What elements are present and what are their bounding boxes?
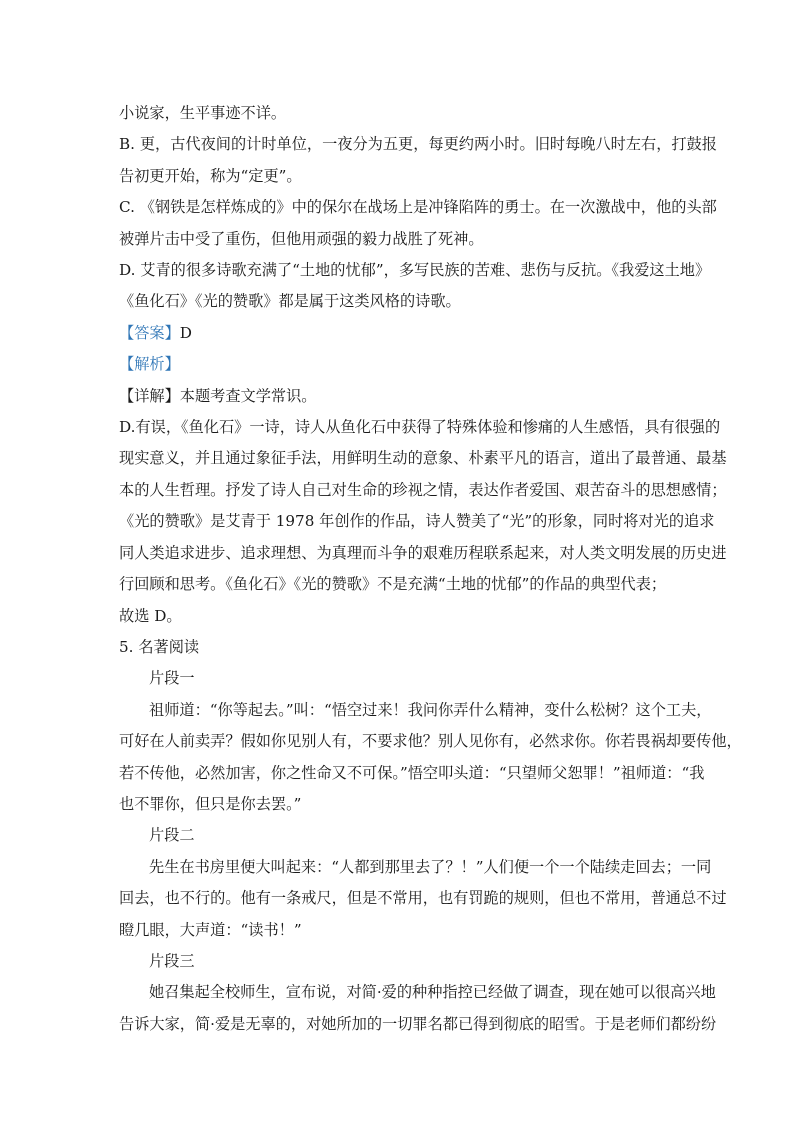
- text-line: 行回顾和思考。《鱼化石》《光的赞歌》不是充满“土地的忧郁”的作品的典型代表；: [119, 575, 667, 594]
- text-line: 故选 D。: [119, 606, 182, 625]
- excerpt-1-heading: [119, 663, 679, 694]
- excerpt-title: 片段三: [149, 951, 195, 970]
- analysis-line: [119, 349, 679, 380]
- text-line: 《鱼化石》《光的赞歌》都是属于这类风格的诗歌。: [119, 292, 461, 311]
- text-line: 祖师道：“你等起去。”叫：“悟空过来！我问你弄什么精神，变什么松树？这个工夫，: [149, 700, 712, 719]
- text-line: B. 更，古代夜间的计时单位，一夜分为五更，每更约两小时。旧时每晚八时左右，打鼓报: [119, 135, 717, 154]
- detail-line: [119, 381, 679, 412]
- text-line: 也不罪你，但只是你去罢。”: [119, 794, 302, 813]
- text-line: 告初更开始，称为“定更”。: [119, 166, 302, 185]
- text-line: 现实意义，并且通过象征手法，用鲜明生动的意象、朴素平凡的语言，道出了最普通、最基: [119, 449, 727, 468]
- question-5-heading: [119, 632, 679, 663]
- excerpt-1-text: [119, 695, 742, 821]
- option-b: [119, 129, 717, 192]
- option-d: [119, 255, 711, 318]
- option-c: [119, 192, 717, 255]
- excerpt-title: 片段二: [149, 826, 195, 845]
- detail-tag: 【详解】: [119, 386, 180, 405]
- text-line: 她召集起全校师生，宣布说，对简·爱的种种指控已经做了调查，现在她可以很高兴地: [149, 983, 716, 1002]
- text-line: D. 艾青的很多诗歌充满了“土地的忧郁”，多写民族的苦难、悲伤与反抗。《我爱这土地》: [119, 261, 711, 280]
- text-line: C. 《钢铁是怎样炼成的》中的保尔在战场上是冲锋陷阵的勇士。在一次激战中，他的头部: [119, 198, 717, 217]
- text-line: 同人类追求进步、追求理想、为真理而斗争的艰难历程联系起来，对人类文明发展的历史进: [119, 543, 727, 562]
- text-line: D.有误，《鱼化石》一诗，诗人从鱼化石中获得了特殊体验和惨痛的人生感悟，具有很强的: [119, 418, 721, 437]
- text-line: 回去，也不行的。他有一条戒尺，但是不常用，也有罚跪的规则，但也不常用，普通总不过: [119, 889, 727, 908]
- text-line: 小说家，生平事迹不详。: [119, 104, 287, 122]
- question-title: 5. 名著阅读: [119, 637, 200, 656]
- text-line: 被弹片击中受了重伤，但他用顽强的毅力战胜了死神。: [119, 229, 484, 248]
- text-line: 先生在书房里便大叫起来：“人都到那里去了？！”人们便一个一个陆续走回去；一同: [149, 857, 712, 876]
- text-line: 本的人生哲理。抒发了诗人自己对生命的珍视之情，表达作者爱国、艰苦奋斗的思想感情；: [119, 480, 727, 499]
- explanation-paragraph: [119, 412, 727, 632]
- detail-text: 本题考查文学常识。: [179, 386, 317, 405]
- document-page: [119, 98, 742, 1040]
- excerpt-3-heading: [119, 946, 679, 977]
- excerpt-3-text: [119, 977, 717, 1040]
- excerpt-2-text: [119, 852, 727, 946]
- excerpt-2-heading: [119, 820, 679, 851]
- answer-tag: 【答案】: [119, 323, 180, 342]
- text-line: 可好在人前卖弄？假如你见别人有，不要求他？别人见你有，必然求你。你若畏祸却要传他，: [119, 732, 742, 751]
- analysis-tag: 【解析】: [119, 355, 180, 374]
- text-line: 《光的赞歌》是艾青于 1978 年创作的作品，诗人赞美了“光”的形象，同时将对光的追求: [119, 512, 715, 531]
- answer-line: [119, 318, 679, 349]
- text-line: 瞪几眼，大声道：“读书！”: [119, 920, 302, 939]
- excerpt-title: 片段一: [149, 669, 195, 688]
- option-a-tail: [119, 98, 679, 129]
- answer-value: D: [179, 323, 192, 342]
- text-line: 若不传他，必然加害，你之性命又不可保。”悟空叩头道：“只望师父恕罪！”祖师道：“我: [119, 763, 705, 782]
- text-line: 告诉大家，简·爱是无辜的，对她所加的一切罪名都已得到彻底的昭雪。于是老师们都纷纷: [119, 1014, 717, 1033]
